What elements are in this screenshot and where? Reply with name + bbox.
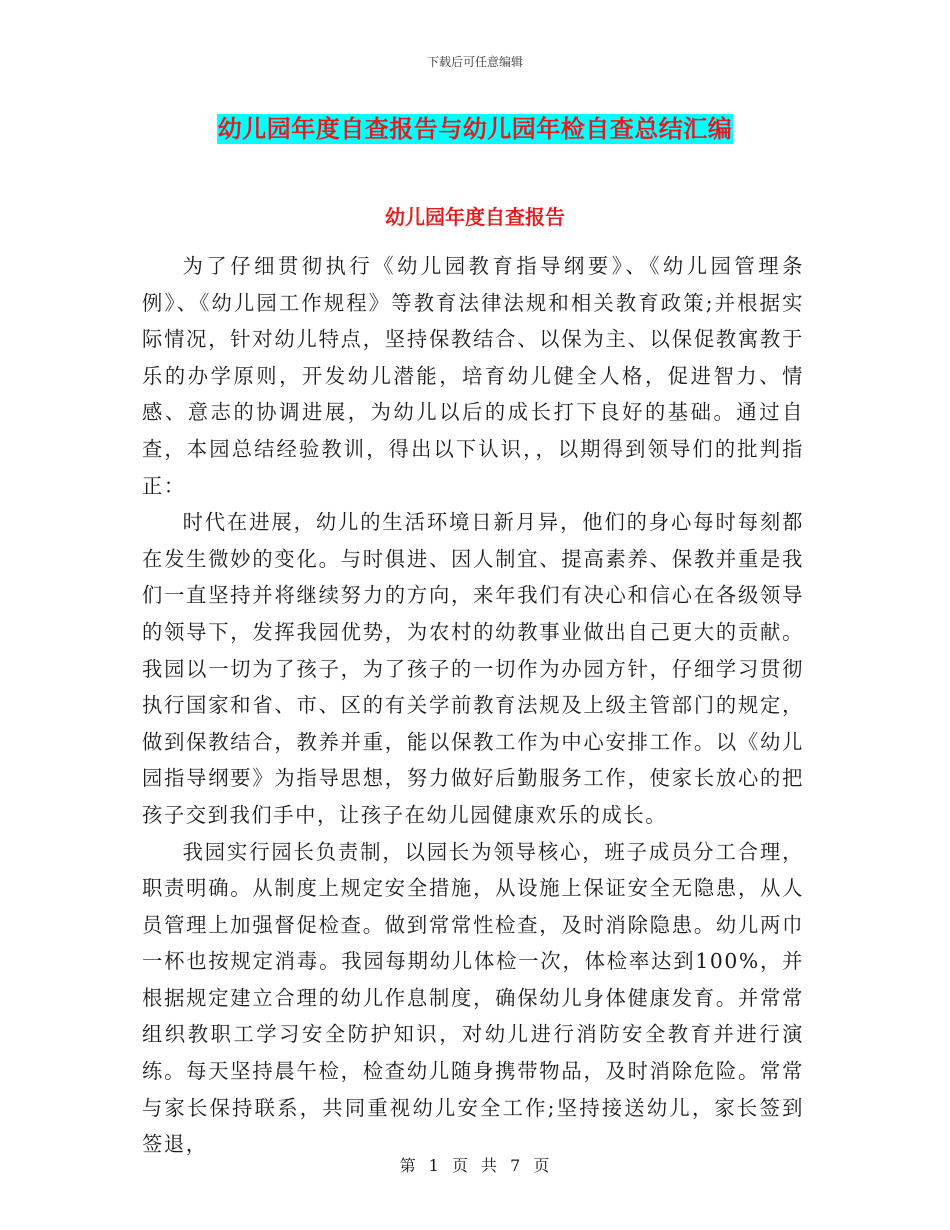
paragraph: 时代在进展，幼儿的生活环境日新月异，他们的身心每时每刻都在发生微妙的变化。与时俱进、因人制宜、提高素养、保教并重是我们一直坚持并将继续努力的方向，来年我们有决心和信心在各级领导的领导下，发挥我园优势，为农村的幼教事业做出自己更大的贡献。我园以一切为了孩子，为了孩子的一切作为办园方针，仔细学习贯彻执行国家和省、市、区的有关学前教育法规及上级主管部门的规定，做到保教结合，教养并重，能以保教工作为中心安排工作。以《幼儿园指导纲要》为指导思想，努力做好后勤服务工作，使家长放心的把孩子交到我们手中，让孩子在幼儿园健康欢乐的成长。: [142, 510, 804, 827]
document-title-text: 幼儿园年度自查报告与幼儿园年检自查总结汇编: [217, 115, 733, 143]
page-number: 第 1 页 共 7 页: [399, 1156, 551, 1175]
paragraph: 我园实行园长负责制，以园长为领导核心，班子成员分工合理，职责明确。从制度上规定安全措施，从设施上保证安全无隐患，从人员管理上加强督促检查。做到常常性检查，及时消除隐患。幼儿两巾一杯也按规定消毒。我园每期幼儿体检一次，体检率达到100%，并根据规定建立合理的幼儿作息制度，确保幼儿身体健康发育。并常常组织教职工学习安全防护知识，对幼儿进行消防安全教育并进行演练。每天坚持晨午检，检查幼儿随身携带物品，及时消除危险。常常与家长保持联系，共同重视幼儿安全工作;坚持接送幼儿，家长签到签退，: [142, 839, 804, 1157]
paragraph: 为了仔细贯彻执行《幼儿园教育指导纲要》、《幼儿园管理条例》、《幼儿园工作规程》等教育法律法规和相关教育政策;并根据实际情况，针对幼儿特点，坚持保教结合、以保为主、以保促教寓教于乐的办学原则，开发幼儿潜能，培育幼儿健全人格，促进智力、情感、意志的协调进展，为幼儿以后的成长打下良好的基础。通过自查，本园总结经验教训，得出以下认识，，以期得到领导们的批判指正：: [142, 254, 804, 498]
section-title: 幼儿园年度自查报告: [385, 205, 565, 229]
page-header-note: 下载后可任意编辑: [426, 55, 523, 69]
document-title: [0, 112, 950, 149]
document-body: [142, 248, 804, 1163]
